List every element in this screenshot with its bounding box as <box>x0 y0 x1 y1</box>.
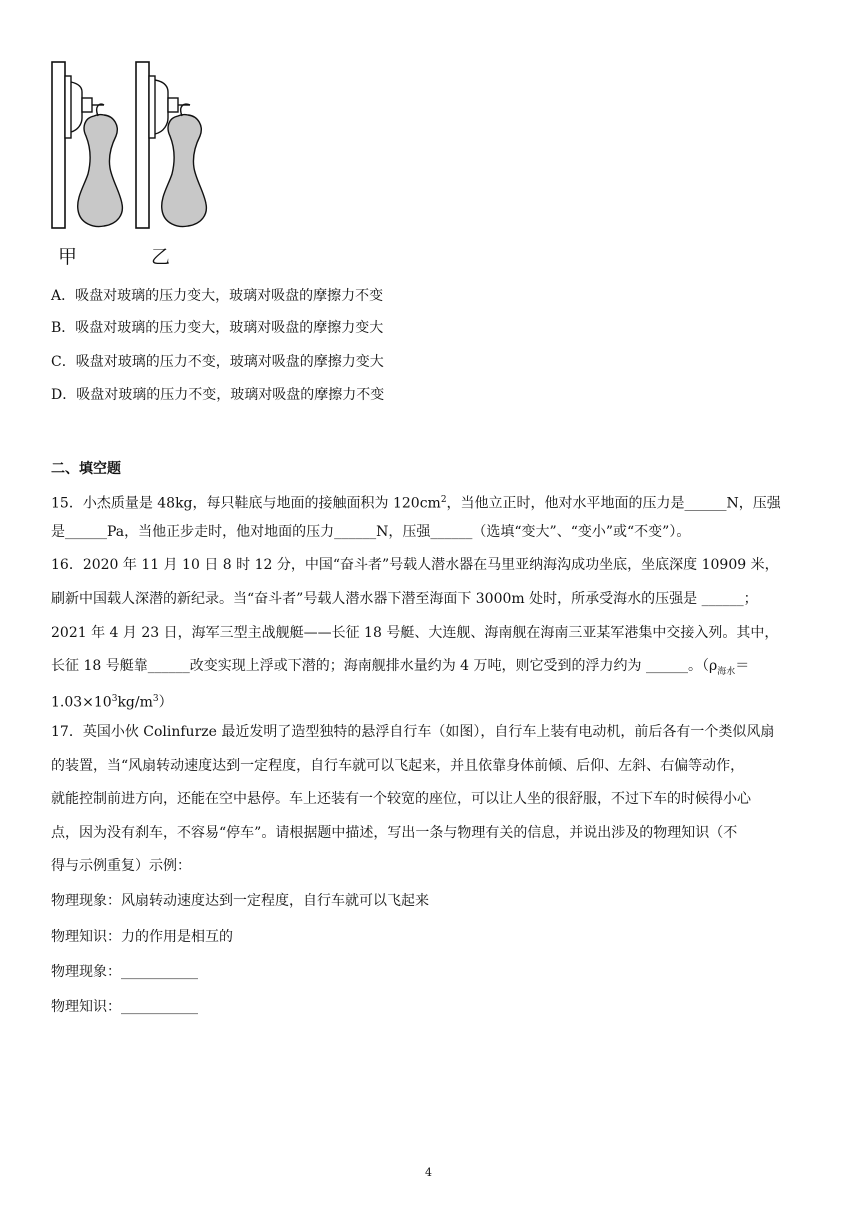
q17-line-1: 17．英国小伙 Colinfurze 最近发明了造型独特的悬浮自行车（如图），自行车上装有电动机，前后各有一个类似风扇 <box>51 724 775 740</box>
q17-line-5: 得与示例重复）示例： <box>51 858 191 874</box>
q17-line-3: 就能控制前进方向，还能在空中悬停。车上还装有一个较宽的座位，可以让人坐的很舒服，不过下车的时候得小心 <box>51 791 751 807</box>
q16-line-1: 16．2020 年 11 月 10 日 8 时 12 分，中国“奋斗者”号载人潜水器在马里亚纳海沟成功坐底，坐底深度 10909 米， <box>51 557 779 573</box>
q16-line-3: 2021 年 4 月 23 日，海军三型主战舰艇——长征 18 号艇、大连舰、海南舰在海南三亚某军港集中交接入列。其中， <box>51 625 779 641</box>
q17-line-4: 点，因为没有刹车，不容易“停车”。请根据题中描述，写出一条与物理有关的信息，并说出涉及的物理知识（不 <box>51 825 738 841</box>
q16-line-4: 长征 18 号艇靠______改变实现上浮或下潜的；海南舰排水量约为 4 万吨，则它受到的浮力约为 ______。（$\rho_{海水}=$ <box>51 658 750 677</box>
figure-label-yi: 乙 <box>151 246 171 268</box>
page-number: 4 <box>425 1166 432 1179</box>
q17-answer-knowledge: 物理知识：___________ <box>51 999 198 1015</box>
q17-example-phenomenon: 物理现象：风扇转动速度达到一定程度，自行车就可以飞起来 <box>51 893 429 909</box>
section-title: 二、填空题 <box>51 461 121 477</box>
option-b: B．吸盘对玻璃的压力变大，玻璃对吸盘的摩擦力变大 <box>51 320 384 336</box>
option-d: D．吸盘对玻璃的压力不变，玻璃对吸盘的摩擦力不变 <box>51 387 385 403</box>
figure-jia <box>52 62 122 228</box>
figure-yi <box>136 62 206 228</box>
q17-line-2: 的装置，当“风扇转动速度达到一定程度，自行车就可以飞起来，并且依靠身体前倾、后仰、左斜、右偏等动作， <box>51 758 745 774</box>
q17-answer-phenomenon: 物理现象：___________ <box>51 964 198 980</box>
option-a: A．吸盘对玻璃的压力变大，玻璃对吸盘的摩擦力不变 <box>51 288 384 304</box>
q15-line-2: 是______Pa，当他正步走时，他对地面的压力______N，压强______（选填“变大”、“变小”或“不变”）。 <box>51 524 691 540</box>
figure-label-jia: 甲 <box>58 246 78 268</box>
suction-cup-figure <box>48 58 208 238</box>
q16-line-2: 刷新中国载人深潜的新纪录。当“奋斗者”号载人潜水器下潜至海面下 3000m 处时，所承受海水的压强是 ______； <box>51 591 758 607</box>
q15-line-1: 15．小杰质量是 48kg，每只鞋底与地面的接触面积为 $120cm^2$，当他立正时，他对水平地面的压力是______N，压强 <box>51 495 781 512</box>
q16-line-5: $1.03\times 10^3kg/m^3$） <box>51 694 173 711</box>
q17-example-knowledge: 物理知识：力的作用是相互的 <box>51 929 233 945</box>
option-c: C．吸盘对玻璃的压力不变，玻璃对吸盘的摩擦力变大 <box>51 354 384 370</box>
